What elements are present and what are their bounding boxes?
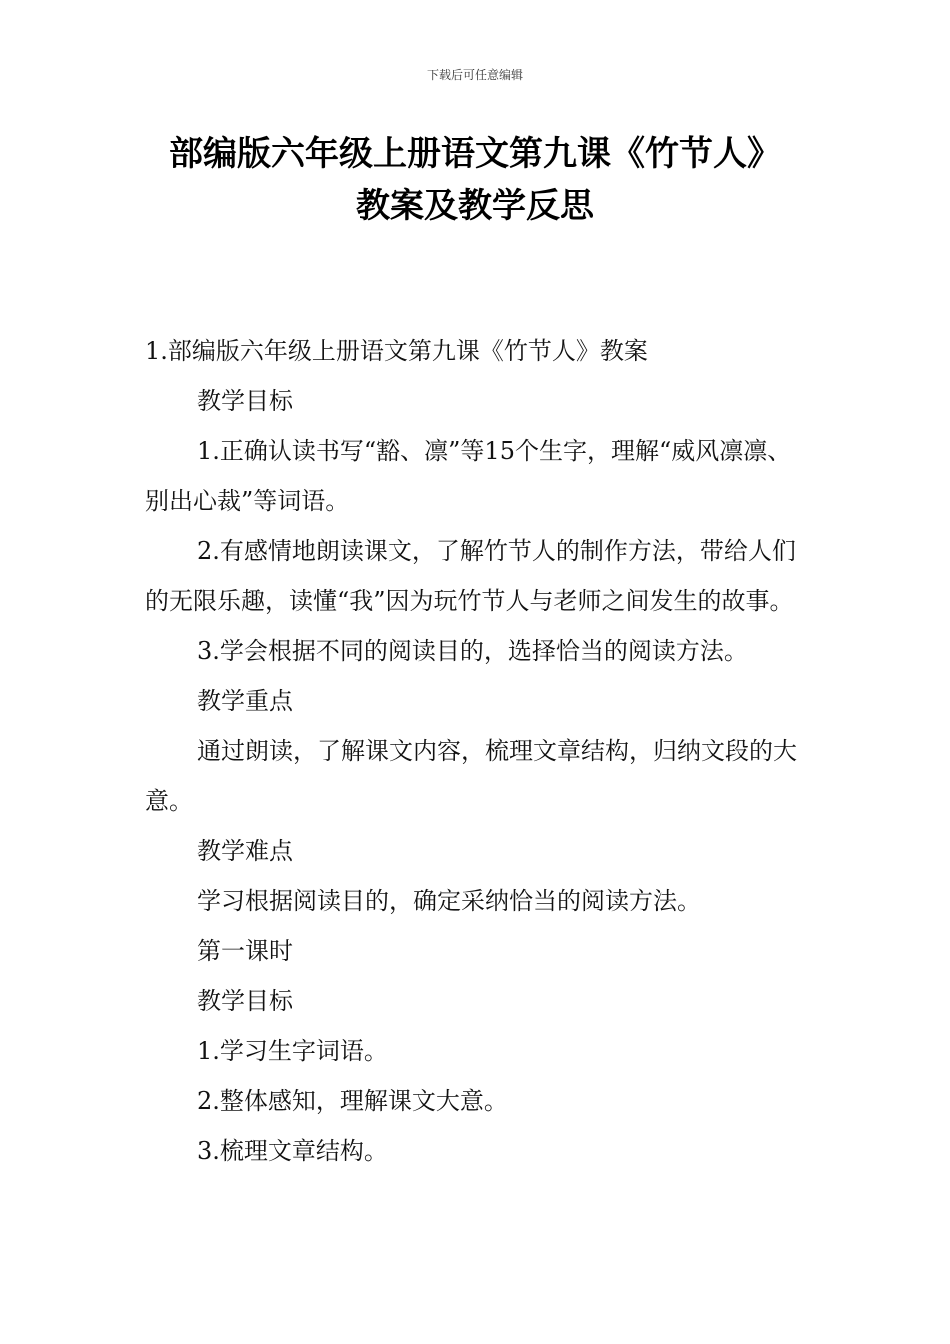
paragraph: 1.正确认读书写“豁、凛”等15个生字，理解“威风凛凛、别出心裁”等词语。 <box>145 437 792 515</box>
document-title <box>60 128 890 232</box>
paragraph: 学习根据阅读目的，确定采纳恰当的阅读方法。 <box>197 887 701 915</box>
paragraph: 2.有感情地朗读课文，了解竹节人的制作方法，带给人们的无限乐趣，读懂“我”因为玩竹节人与老师之间发生的故事。 <box>145 537 796 615</box>
title-line-1: 部编版六年级上册语文第九课《竹节人》 <box>169 134 781 174</box>
header-note: 下载后可任意编辑 <box>426 68 523 82</box>
paragraph: 3.梳理文章结构。 <box>197 1137 388 1165</box>
section-heading: 1.部编版六年级上册语文第九课《竹节人》教案 <box>145 337 648 365</box>
paragraph: 第一课时 <box>197 937 293 965</box>
paragraph: 2.整体感知，理解课文大意。 <box>197 1087 508 1115</box>
paragraph: 教学重点 <box>197 687 293 715</box>
document-body <box>145 326 810 1176</box>
paragraph: 教学目标 <box>197 987 293 1015</box>
paragraph: 1.学习生字词语。 <box>197 1037 388 1065</box>
paragraph: 教学目标 <box>197 387 293 415</box>
paragraph: 3.学会根据不同的阅读目的，选择恰当的阅读方法。 <box>197 637 748 665</box>
title-line-2: 教案及教学反思 <box>356 186 594 226</box>
paragraph: 教学难点 <box>197 837 293 865</box>
paragraph: 通过朗读，了解课文内容，梳理文章结构，归纳文段的大意。 <box>145 737 797 815</box>
